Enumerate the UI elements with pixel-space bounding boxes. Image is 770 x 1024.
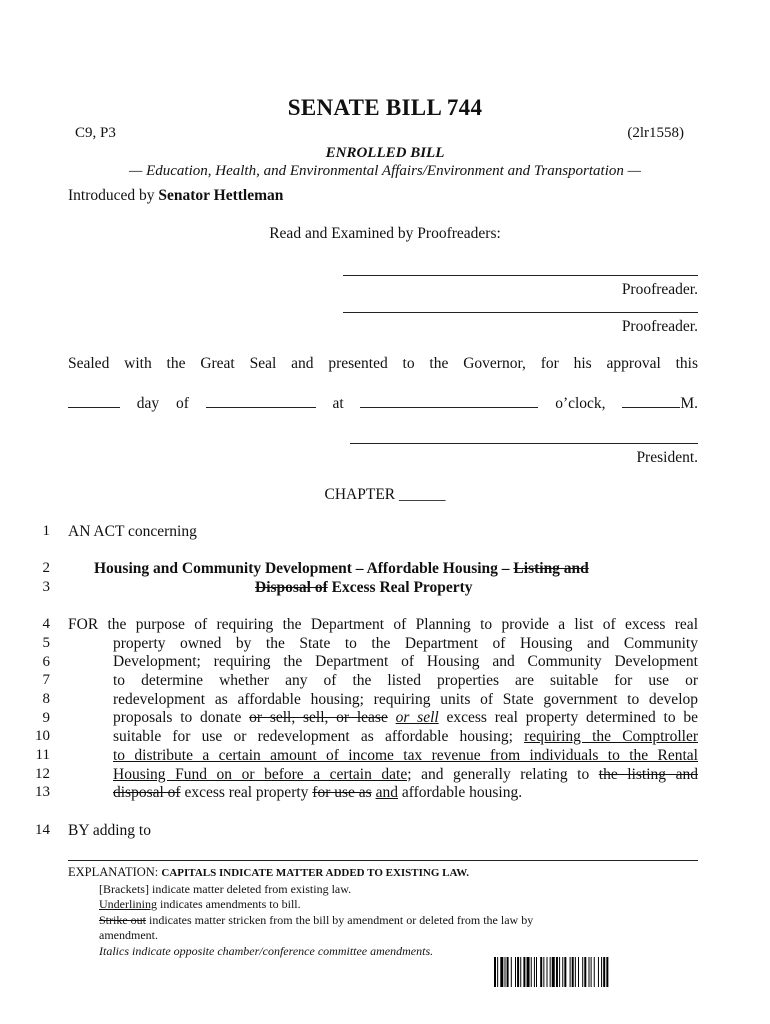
l13-underline: and [375,784,398,802]
purpose-line-13 [68,784,698,803]
l13-strike-2: for use as [312,784,372,802]
explanation-caps: CAPITALS INDICATE MATTER ADDED TO EXISTING LAW. [161,867,469,879]
heading-strike-2: Disposal of [255,579,328,596]
purpose-line-4: FOR the purpose of requiring the Department of Planning to provide a list of excess real [68,616,698,633]
president-signature-line [350,443,698,444]
explanation-header [68,865,698,882]
underlining-rest: indicates amendments to bill. [157,897,301,911]
explanation-brackets [68,882,698,898]
date-time-row [68,393,698,413]
bill-heading-line-1 [94,560,589,578]
l13-strike-1: disposal of [113,784,181,802]
barcode-bar [570,957,571,987]
barcode-bar [527,957,530,987]
barcode-bar [523,957,525,987]
introduced-prefix: Introduced by [68,187,159,204]
line-number: 13 [35,784,50,800]
explanation-box [68,860,698,959]
purpose-line-11 [68,747,698,766]
brackets-rest: indicate matter deleted from existing law. [148,881,352,896]
l9-strike: or sell, sell, or lease [249,709,388,727]
explanation-label: EXPLANATION: [68,865,162,879]
line-number: 7 [42,672,50,688]
barcode-bar [507,957,509,987]
barcode-bar [536,957,537,987]
purpose-line-9 [68,709,698,728]
barcode-bar [534,957,535,987]
heading-strike-1: Listing and [513,560,589,577]
sponsor-name: Senator Hettleman [158,187,284,204]
underlining-word: Underlining [99,897,157,911]
meridiem-blank [622,393,680,408]
explanation-underlining [68,897,698,913]
by-adding: BY adding to [68,822,151,839]
barcode-bar [562,957,563,987]
barcode-bar [582,957,583,987]
barcode-bar [606,957,608,987]
purpose-line-6: Development; requiring the Department of Housing and Community Development [113,653,698,671]
proofreader-label-1: Proofreader. [621,281,698,298]
barcode-bar [594,957,595,987]
act-concerning: AN ACT concerning [68,523,197,540]
line-number: 11 [35,747,50,763]
line-number: 3 [42,579,50,595]
barcode-bar [494,957,496,987]
lr-number: (2lr1558) [627,125,684,141]
barcode-bar [500,957,503,987]
barcode-bar [591,957,592,987]
l9-text-b: excess real property determined to be [438,709,698,727]
line-number: 10 [35,728,50,744]
line-number: 8 [42,691,50,707]
barcode-bar [515,957,516,987]
l12-strike: the listing and [598,765,698,783]
barcode-bar [550,957,551,987]
proofreader-signature-line-2 [343,312,698,313]
meridiem [622,393,698,413]
barcode-bar [584,957,586,987]
barcode-bar [520,957,521,987]
barcode-bar [559,957,560,987]
purpose-line-7: to determine whether any of the listed properties are suitable for use or [113,672,698,690]
purpose-line-10 [68,728,698,747]
barcode-bar [575,957,576,987]
at-word: at [332,395,344,412]
l10-text-a: suitable for use or redevelopment as affordable housing; [113,728,525,746]
purpose-line-8: redevelopment as affordable housing; requiring units of State government to develop [113,690,698,708]
barcode-bar [552,957,555,987]
line-number: 5 [42,635,50,651]
day-blank [68,393,120,408]
heading-text-1: Housing and Community Development – Affordable Housing – [94,560,514,577]
barcode-bar [531,957,532,987]
barcode-bar [578,957,579,987]
barcode-bar [497,957,498,987]
purpose-paragraph [68,616,698,803]
enrolled-label: ENROLLED BILL [325,145,445,161]
proofreader-signature-line-1 [343,275,698,276]
day-word: day [136,395,160,412]
introduced-by [68,187,283,205]
barcode-bar [505,957,506,987]
line-number: 9 [42,710,50,726]
line-number: 12 [35,766,50,782]
barcode-bar [564,957,566,987]
heading-text-2: Excess Real Property [327,579,473,596]
l13-text-b: affordable housing. [397,784,523,802]
l10-underline: requiring the Comptroller [524,728,698,746]
proofreader-label-2: Proofreader. [621,318,698,335]
month-blank [206,393,316,408]
barcode-bar [603,957,605,987]
barcode-bar [547,957,548,987]
m-word: M. [680,395,698,412]
chapter-label: CHAPTER ______ [324,486,446,503]
strike-rest: indicates matter stricken from the bill by amendment or deleted from the law by [146,912,534,927]
brackets-word: [Brackets] [99,881,149,896]
barcode-bar [556,957,558,987]
l9-italic: or sell [395,709,439,727]
barcode-bar [517,957,519,987]
of-word: of [175,395,189,412]
barcode-bar [572,957,574,987]
line-number: 1 [42,523,50,539]
line-number: 14 [35,822,50,838]
president-label: President. [636,449,698,466]
l12-text: and generally relating to [411,765,599,783]
barcode-bar [511,957,512,987]
committees-line: — Education, Health, and Environmental Affairs/Environment and Transportation — [129,163,641,179]
barcode-bar [589,957,590,987]
l12-underline: Housing Fund on or before a certain date; [113,765,412,783]
l11-underline: to distribute a certain amount of income tax revenue from individuals to the Rental [113,746,698,764]
sealed-statement: Sealed with the Great Seal and presented to the Governor, for his approval this [68,355,698,372]
subject-codes: C9, P3 [75,125,116,141]
time-blank [360,393,538,408]
purpose-line-12 [68,766,698,785]
barcode-bar [598,957,599,987]
barcode-bar [540,957,542,987]
line-number: 6 [42,654,50,670]
purpose-line-5: property owned by the State to the Department of Housing and Community [113,634,698,652]
barcode [494,957,678,987]
explanation-strike-cont: amendment. [99,928,158,942]
explanation-italics: Italics indicate opposite chamber/conference committee amendments. [99,943,434,958]
l13-text-a: excess real property [180,784,313,802]
bill-heading-line-2 [255,579,473,597]
read-examined: Read and Examined by Proofreaders: [269,225,501,242]
l9-text-a: proposals to donate [113,709,250,727]
bill-title: SENATE BILL 744 [287,95,483,120]
barcode-bar [601,957,602,987]
line-number: 4 [42,616,50,632]
oclock-word: o’clock, [555,395,606,412]
strike-word: Strike out [99,912,146,927]
explanation-strike [68,913,698,929]
barcode-bar [543,957,544,987]
line-number: 2 [42,560,50,576]
